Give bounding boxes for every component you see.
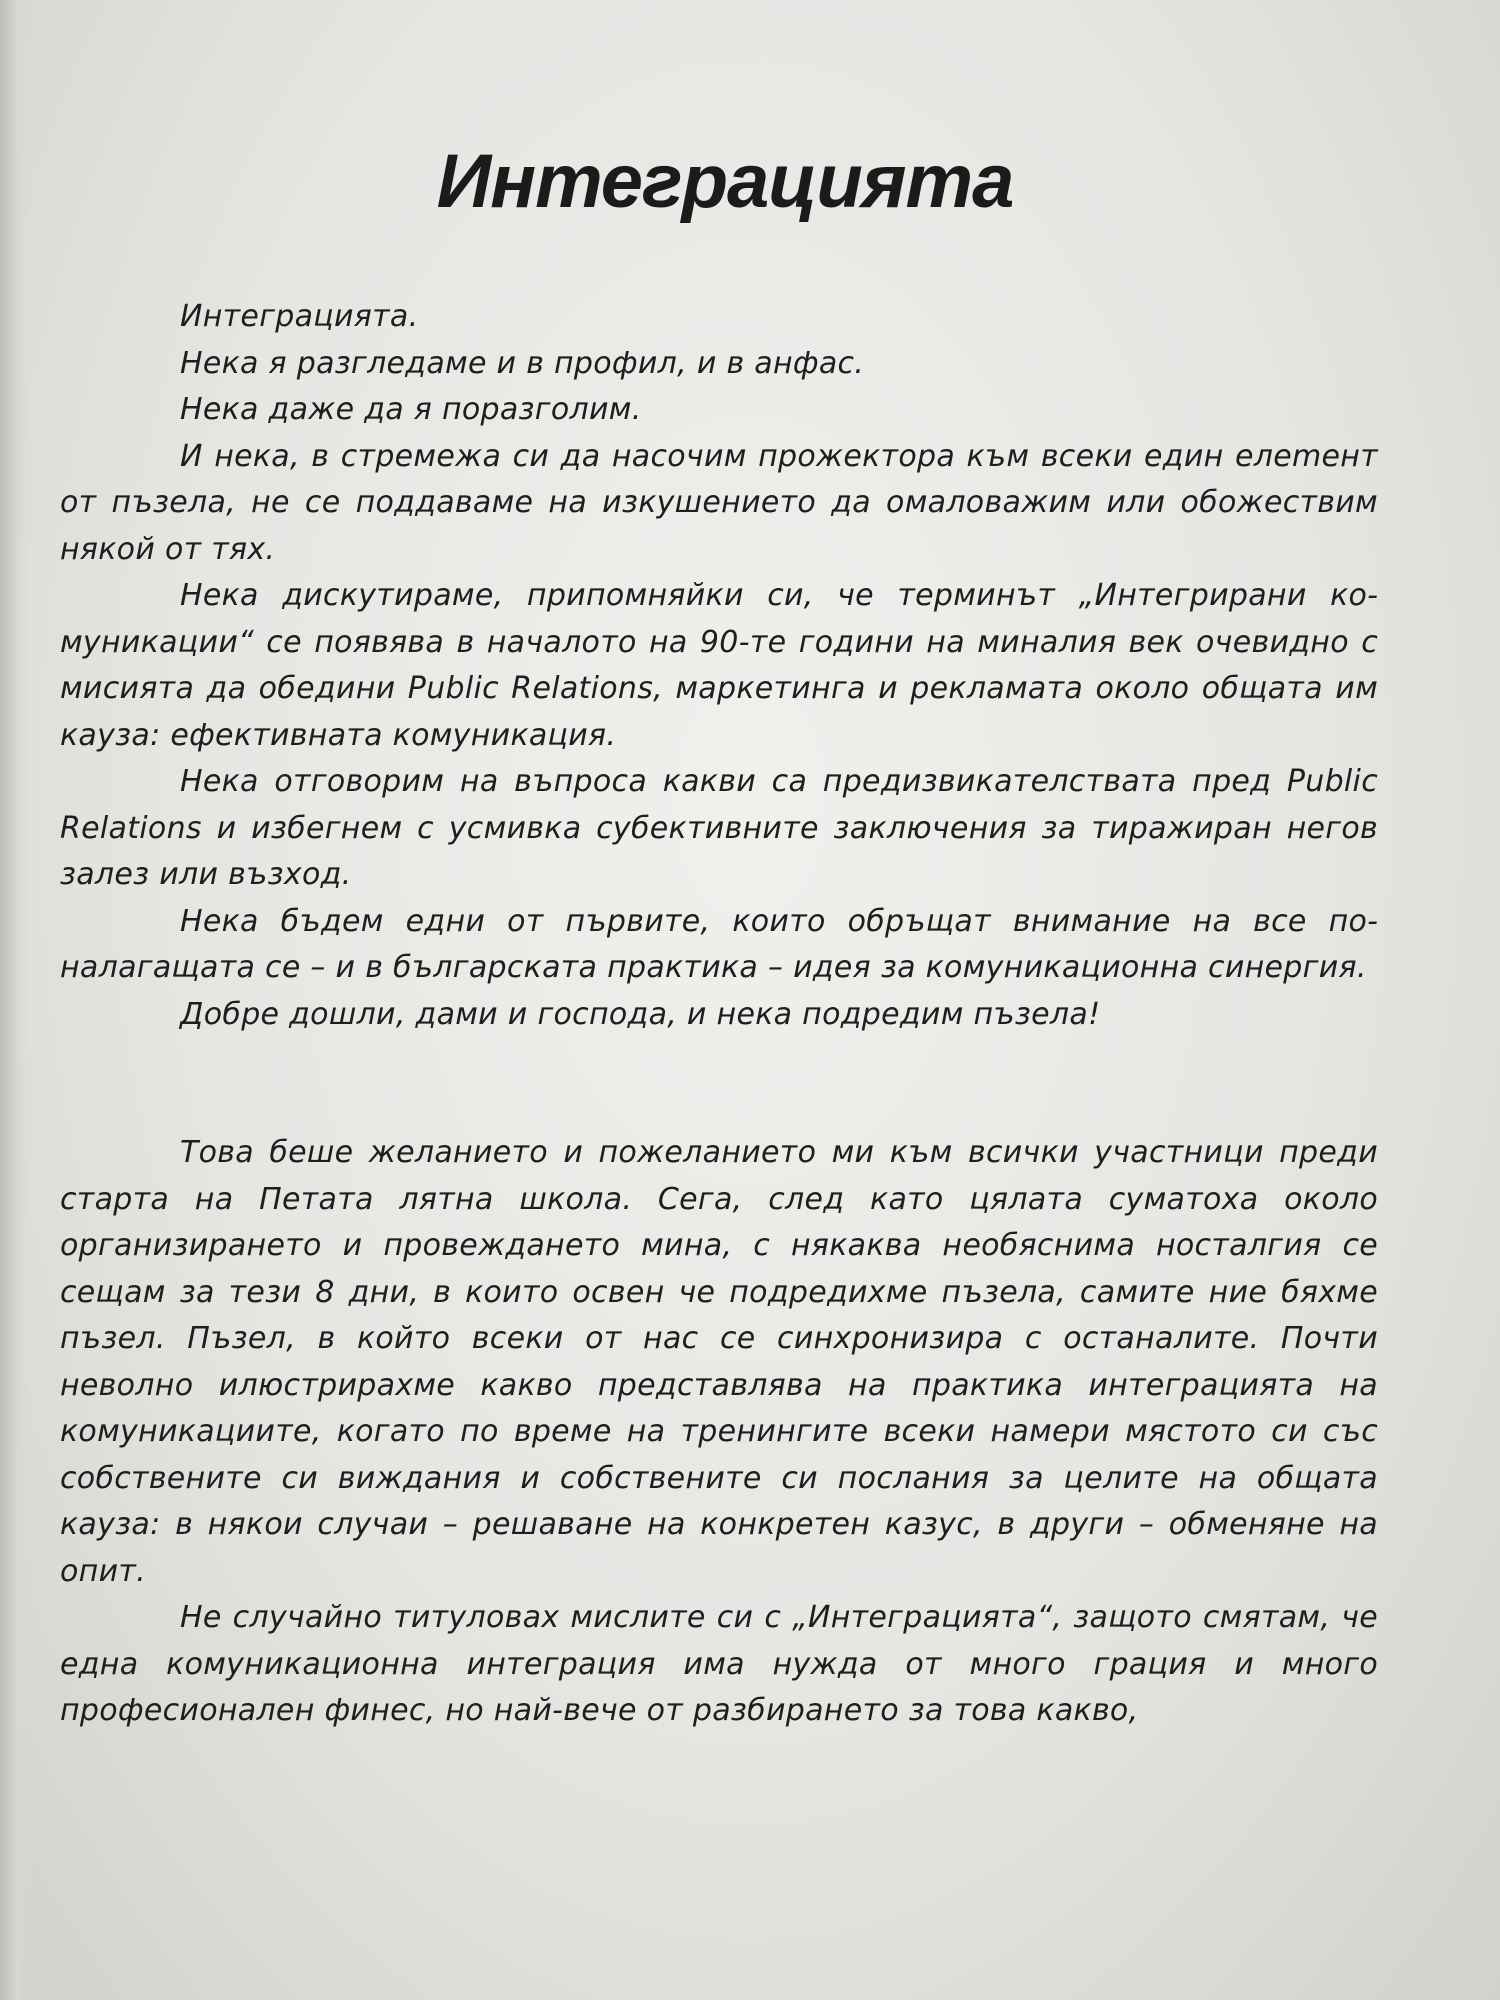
paragraph: Нека дискутираме, припомняйки си, че терминът „Интегрирани комуникации“ се появява в началото на 90-те години на миналия век очевидно с мисията да обедини Public Relations, маркетинга и рекламата около общата им кауза: ефективната комуникация. <box>60 578 1378 753</box>
paragraph: Нека даже да я поразголим. <box>180 392 642 427</box>
paragraph: Това беше желанието и пожеланието ми към всички участници преди старта на Петата лятна школа. Сега, след като цялата суматоха около организирането и провеждането мина, с някаква необяснима носталгия се сещам за тези 8 дни, в които освен че подредихме пъзела, самите ние бяхме пъзел. Пъзел, в който всеки от нас се синхронизира с останалите. Почти неволно илюстрирахме какво представлява на практика интеграцията на комуникациите, когато по време на тренингите всеки намери мястото си със собствените си виждания и собствените си послания за целите на общата кауза: в някои случаи – решаване на конкретен казус, в други – обменяне на опит. <box>60 1135 1378 1589</box>
page-title: Интеграцията <box>436 139 1014 224</box>
paragraph: Нека отговорим на въпроса какви са предизвикателствата пред Public Relations и избегнем с усмивка субективните заключения за тиражиран негов залез или възход. <box>60 764 1378 892</box>
paragraph: И нека, в стремежа си да насочим прожектора към всеки един елеmент от пъзела, не се поддаваме на изкушението да омаловажим или обожествим някой от тях. <box>60 438 1378 567</box>
intro-block <box>60 294 1378 1038</box>
paragraph: Нека я разгледаме и в профил, и в анфас. <box>180 345 865 381</box>
paragraph: Нека бъдем едни от първите, които обръщат внимание на все поналагащата се – и в българската практика – идея за комуникационна синергия. <box>60 903 1378 985</box>
paragraph: Не случайно титуловах мислите си с „Интеграцията“, защото смятам, че една комуникационна интеграция има нужда от много грация и много професионален финес, но най-вече от разбирането за това какво, <box>60 1600 1378 1728</box>
paragraph: Интеграцията. <box>180 299 419 334</box>
body-text <box>60 294 1378 1735</box>
page-gutter-shadow <box>0 0 28 2000</box>
paragraph: Добре дошли, дами и господа, и нека подредим пъзела! <box>180 996 1101 1032</box>
reflection-block <box>60 1130 1378 1735</box>
